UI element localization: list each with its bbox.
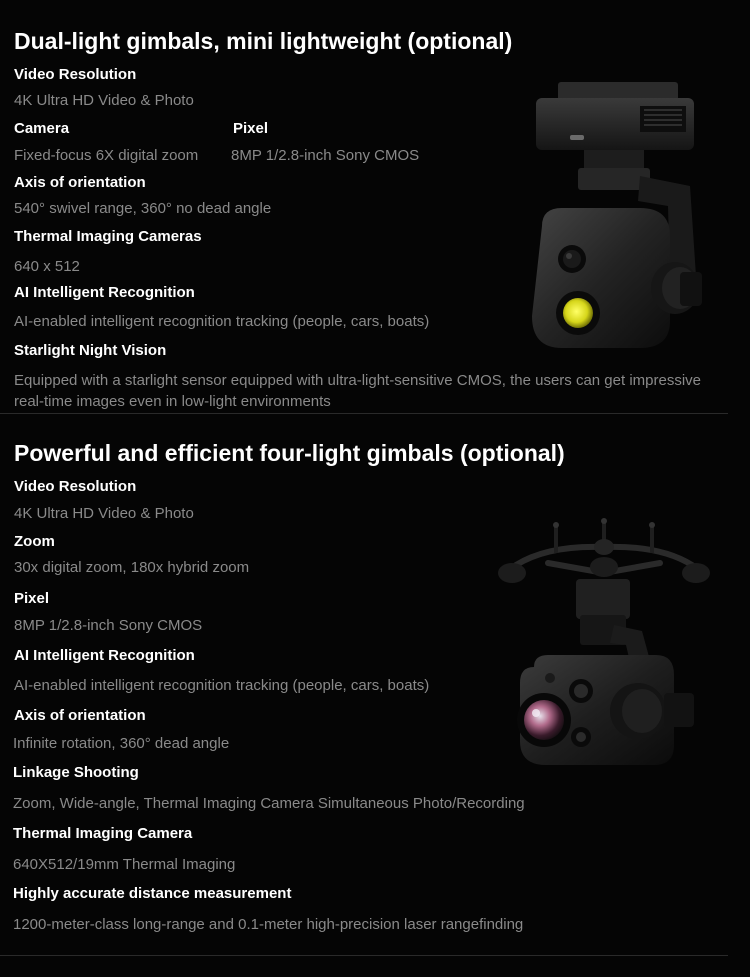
- video-resolution-label: Video Resolution: [14, 66, 137, 83]
- zoom-label: Zoom: [14, 533, 55, 550]
- distance-measurement-label: Highly accurate distance measurement: [13, 885, 292, 902]
- video-resolution-label-2: Video Resolution: [14, 478, 137, 495]
- dual-light-gimbal-image: [520, 76, 720, 361]
- starlight-value: Equipped with a starlight sensor equipped with ultra-light-sensitive CMOS, the users can get impressive real-time images even in low-light environments: [14, 372, 701, 410]
- video-resolution-value-2: 4K Ultra HD Video & Photo: [14, 505, 194, 522]
- thermal-imaging-value-2: 640X512/19mm Thermal Imaging: [13, 856, 236, 873]
- pixel-label: Pixel: [233, 120, 269, 137]
- linkage-shooting-label: Linkage Shooting: [13, 764, 139, 781]
- linkage-shooting-value: Zoom, Wide-angle, Thermal Imaging Camera Simultaneous Photo/Recording: [13, 795, 525, 812]
- pixel-value: 8MP 1/2.8-inch Sony CMOS: [231, 147, 420, 164]
- ai-recognition-label-2: AI Intelligent Recognition: [14, 647, 195, 664]
- axis-orientation-value: 540° swivel range, 360° no dead angle: [14, 200, 272, 217]
- ai-recognition-value-2: AI-enabled intelligent recognition tracking (people, cars, boats): [14, 677, 430, 694]
- section-divider: [0, 413, 728, 414]
- axis-orientation-label: Axis of orientation: [14, 174, 146, 191]
- bottom-divider: [0, 955, 728, 956]
- section1-title: Dual-light gimbals, mini lightweight (optional): [14, 28, 513, 54]
- ai-recognition-label: AI Intelligent Recognition: [14, 284, 195, 301]
- camera-label: Camera: [14, 120, 70, 137]
- axis-orientation-label-2: Axis of orientation: [14, 707, 146, 724]
- zoom-value: 30x digital zoom, 180x hybrid zoom: [14, 559, 250, 576]
- video-resolution-value: 4K Ultra HD Video & Photo: [14, 92, 194, 109]
- section2-title: Powerful and efficient four-light gimbals (optional): [14, 440, 565, 466]
- thermal-imaging-label-2: Thermal Imaging Camera: [13, 825, 193, 842]
- ai-recognition-value: AI-enabled intelligent recognition tracking (people, cars, boats): [14, 313, 430, 330]
- camera-value: Fixed-focus 6X digital zoom: [14, 147, 199, 164]
- axis-orientation-value-2: Infinite rotation, 360° dead angle: [13, 735, 230, 752]
- four-light-gimbal-image: [488, 515, 720, 770]
- distance-measurement-value: 1200-meter-class long-range and 0.1-meter high-precision laser rangefinding: [13, 916, 524, 933]
- pixel-label-2: Pixel: [14, 590, 50, 607]
- thermal-imaging-value: 640 x 512: [14, 258, 80, 275]
- thermal-imaging-label: Thermal Imaging Cameras: [14, 228, 202, 245]
- pixel-value-2: 8MP 1/2.8-inch Sony CMOS: [14, 617, 203, 634]
- starlight-label: Starlight Night Vision: [14, 342, 167, 359]
